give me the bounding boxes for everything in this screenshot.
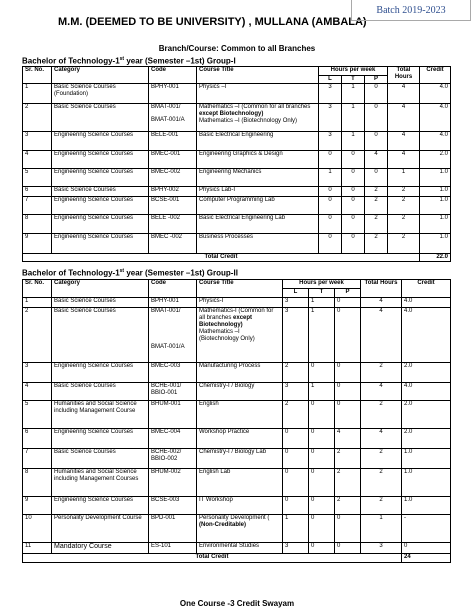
batch-label: Batch 2019-2023 bbox=[351, 0, 471, 21]
table-row: 9 Engineering Science Courses BMEC -002 Business Processes 0 0 2 2 1.0 bbox=[23, 234, 451, 254]
table-row: 4 Engineering Science Courses BMEC-001 Engineering Graphics & Design 0 0 4 4 2.0 bbox=[23, 151, 451, 169]
col-course: Course Title bbox=[197, 67, 319, 84]
table-row: 5 Humanities and Social Science including Management Course BHUM-001 English 2 0 0 2 2.0 bbox=[23, 401, 451, 429]
table-row: 7 Basic Science Courses BCHE-002/ BBIO-002 Chemistry-I / Biology Lab 0 0 2 2 1.0 bbox=[23, 449, 451, 469]
group1-title: Bachelor of Technology-1st year (Semester –1st) Group-I bbox=[22, 56, 236, 66]
col-hours: Hours per week bbox=[283, 280, 361, 289]
total-credit-row bbox=[23, 254, 451, 262]
footer-note: One Course -3 Credit Swayam bbox=[179, 599, 295, 608]
table-row: 6 Engineering Science Courses BMEC-004 Workshop Practice 0 0 4 4 2.0 bbox=[23, 429, 451, 449]
col-sno: Sr. No. bbox=[23, 280, 52, 298]
table-row: 2 Basic Science Courses BMAT-001/ BMAT-001/A Mathematics-I (Common for all branches except Biotechnology) Mathematics –I (Biotechnology Only) 3 1 0 4 4.0 bbox=[23, 308, 451, 363]
table-row: 2 Basic Science Courses BMAT-001/ BMAT-001/A Mathematics –I (Common for all branches except Biotechnology) Mathematics –I (Biotechnology Only) 3 1 0 4 4.0 bbox=[23, 104, 451, 132]
table-row: 5 Engineering Science Courses BMEC-002 Engineering Mechanics 1 0 0 1 1.0 bbox=[23, 169, 451, 187]
university-title: M.M. (DEEMED TO BE UNIVERSITY) , MULLANA (AMBALA) bbox=[58, 16, 367, 28]
table-header-row bbox=[23, 67, 451, 76]
col-course: Course Title bbox=[197, 280, 283, 298]
col-code: Code bbox=[149, 67, 197, 84]
table-row: 1 Basic Science Courses (Foundation) BPHY-001 Physics –I 3 1 0 4 4.0 bbox=[23, 84, 451, 104]
table-row: 1 Basic Science Courses BPHY-001 Physics-I 3 1 0 4 4.0 bbox=[23, 298, 451, 308]
table-row: 11 Mandatory Course ES-101 Environmental Studies 3 0 0 3 0 bbox=[23, 543, 451, 554]
col-sno: Sr. No. bbox=[23, 67, 52, 84]
table-header-row bbox=[23, 280, 451, 289]
table-row: 3 Engineering Science Courses BMEC-003 Manufacturing Process 2 0 0 2 2.0 bbox=[23, 363, 451, 383]
col-code: Code bbox=[149, 280, 197, 298]
col-l: L bbox=[283, 289, 309, 298]
table-row: 9 Engineering Science Courses BCSE-003 IT Workshop 0 0 2 2 1.0 bbox=[23, 497, 451, 515]
col-total-hours: Total Hours bbox=[361, 280, 402, 298]
group1-table bbox=[22, 66, 451, 262]
table-row: 7 Engineering Science Courses BCSE-001 Computer Programming Lab 0 0 2 2 1.0 bbox=[23, 197, 451, 215]
group2-title: Bachelor of Technology-1st year (Semester –1st) Group-II bbox=[22, 268, 238, 278]
col-l: L bbox=[319, 76, 342, 84]
table-row: 6 Basic Science Courses BPHY-002 Physics Lab-I 0 0 2 2 1.0 bbox=[23, 187, 451, 197]
table-row: 3 Engineering Science Courses BELE-001 Basic Electrical Engineering 3 1 0 4 4.0 bbox=[23, 132, 451, 151]
table-row: 8 Engineering Science Courses BELE -002 Basic Electrical Engineering Lab 0 0 2 2 1.0 bbox=[23, 215, 451, 234]
total-credit-value: 24 bbox=[402, 554, 451, 563]
col-p: P bbox=[335, 289, 361, 298]
col-t: T bbox=[309, 289, 335, 298]
col-credit: Credit bbox=[420, 67, 451, 84]
total-credit-value: 22.0 bbox=[420, 254, 451, 262]
col-category: Category bbox=[52, 67, 149, 84]
table-row: 4 Basic Science Courses BCHE-001/ BBIO-001 Chemistry-I / Biology 3 1 0 4 4.0 bbox=[23, 383, 451, 401]
col-p: P bbox=[365, 76, 388, 84]
group2-table bbox=[22, 279, 451, 563]
col-total-hours: Total Hours bbox=[388, 67, 420, 84]
total-credit-row bbox=[23, 554, 451, 563]
col-t: T bbox=[342, 76, 365, 84]
table-row: 8 Humanities and Social Science including Management Courses BHUM-002 English Lab 0 0 2 2 1.0 bbox=[23, 469, 451, 497]
table-row: 10 Personality Development Course BPD-001 Personality Development ( (Non-Creditable) 1 0 0 1 - bbox=[23, 515, 451, 543]
col-hours: Hours per week bbox=[319, 67, 388, 76]
total-credit-label: Total Credit bbox=[23, 254, 420, 262]
col-category: Category bbox=[52, 280, 149, 298]
total-credit-label: Total Credit bbox=[23, 554, 402, 563]
col-credit: Credit bbox=[402, 280, 451, 298]
branch-title: Branch/Course: Common to all Branches bbox=[158, 44, 316, 53]
